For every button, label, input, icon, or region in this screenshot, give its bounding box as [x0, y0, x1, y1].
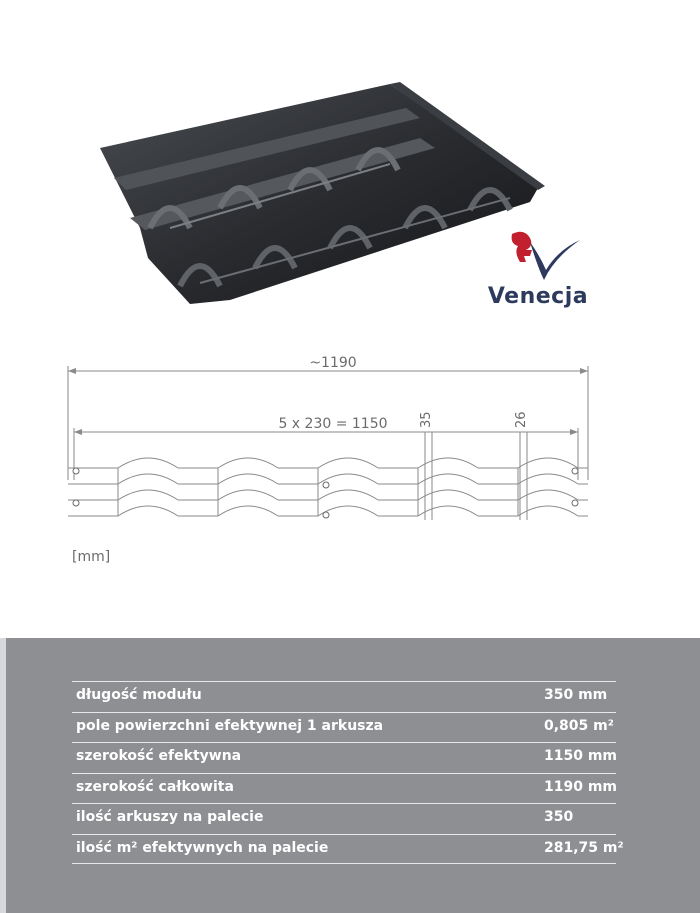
panel-accent-bar [0, 638, 6, 913]
specs-table [72, 681, 624, 864]
height-a-label: 35 [419, 411, 434, 428]
overall-width-label: ~1190 [309, 355, 357, 371]
effective-width-label: 5 x 230 = 1150 [278, 416, 388, 432]
spec-value: 0,805 m² [544, 717, 614, 734]
spec-label: szerokość efektywna [76, 748, 242, 764]
unit-label: [mm] [72, 549, 111, 565]
spec-label: pole powierzchni efektywnej 1 arkusza [76, 717, 384, 734]
spec-label: długość modułu [76, 687, 202, 703]
spec-label: ilość arkuszy na palecie [76, 809, 264, 825]
brand-name: Venecja [487, 284, 589, 309]
spec-label: ilość m² efektywnych na palecie [76, 839, 329, 856]
spec-row [72, 742, 616, 773]
spec-label: szerokość całkowita [76, 778, 234, 795]
spec-value: 350 mm [544, 687, 608, 703]
height-b-label: 26 [514, 411, 529, 428]
spec-value: 281,75 m² [544, 839, 624, 856]
venecja-logo-icon [504, 228, 584, 286]
spec-row [72, 681, 616, 712]
spec-row [72, 803, 616, 834]
brand-logo [468, 228, 608, 318]
spec-value: 1150 mm [544, 748, 618, 764]
spec-row [72, 834, 624, 865]
spec-value: 1190 mm [544, 778, 618, 795]
spec-row [72, 712, 616, 743]
profile-technical-drawing [0, 340, 700, 540]
specs-panel [0, 638, 700, 913]
spec-value: 350 [544, 809, 574, 825]
spec-row [72, 773, 616, 804]
